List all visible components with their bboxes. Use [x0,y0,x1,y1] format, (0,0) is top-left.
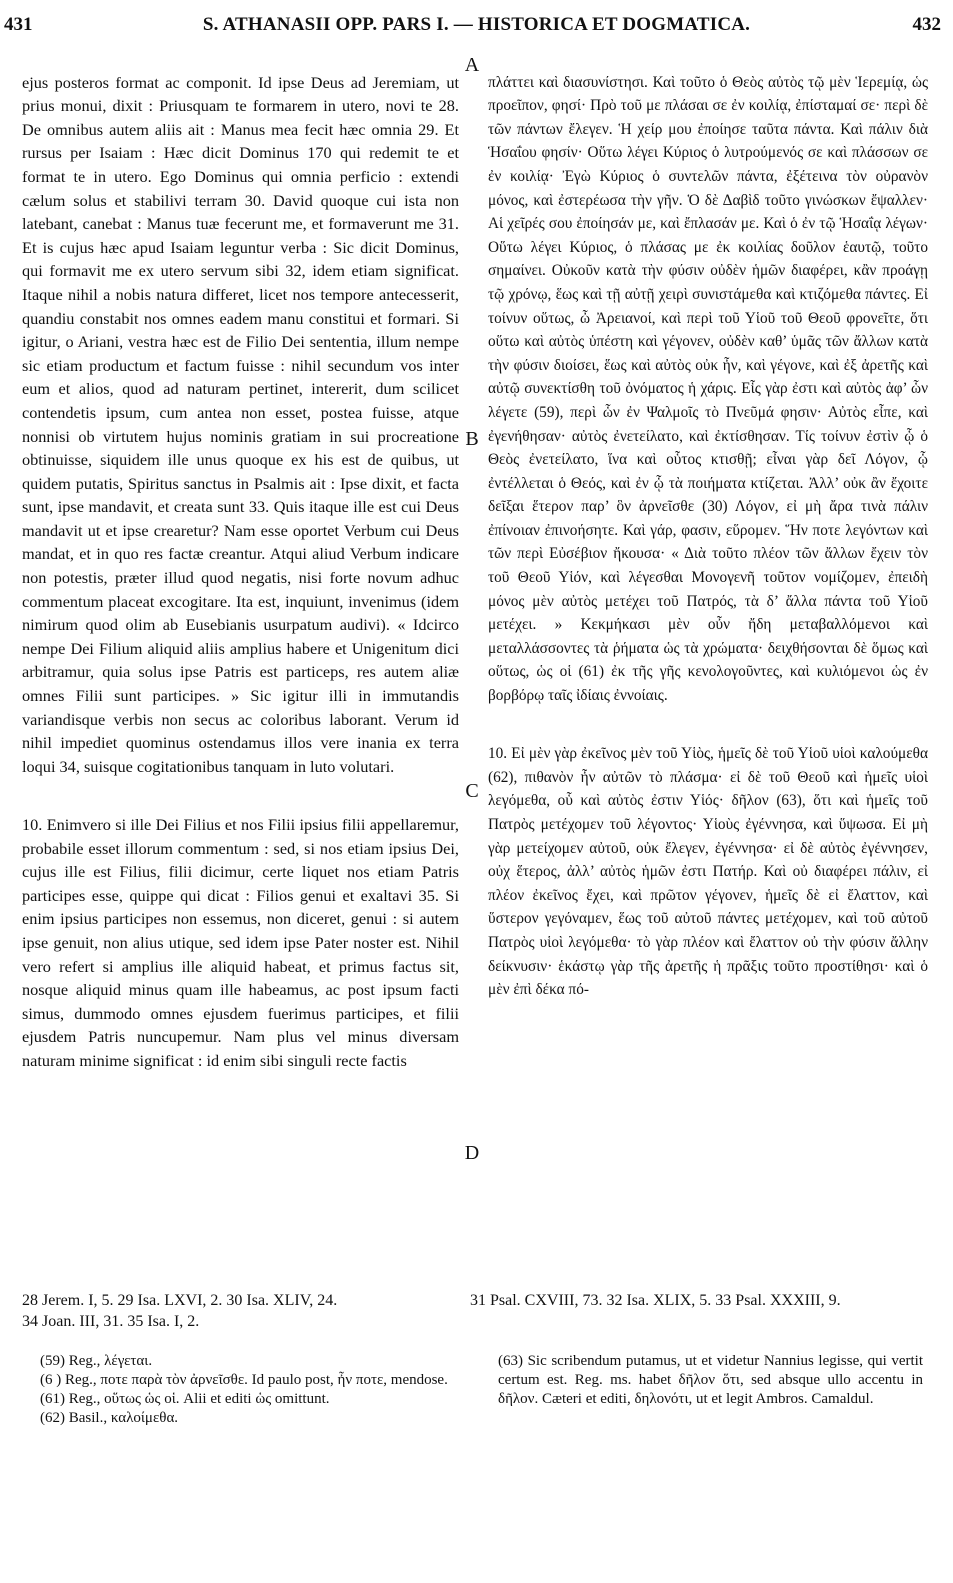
greek-column [488,47,928,1290]
margin-letter-d: D [464,1142,480,1164]
margin-letter-a: A [464,54,480,76]
margin-letter-c: C [465,780,479,802]
greek-paragraph-1: πλάττει καὶ διασυνίστησι. Καὶ τοῦτο ὁ Θεὸς αὐτὸς τῷ μὲν Ἱερεμίᾳ, ὡς προεῖπον, φησί· Πρὸ τοῦ με πλάσαι σε ἐν κοιλίᾳ, ἐπίσταμαί σε· περὶ δὲ τῶν πάντων ἔλεγεν. Ἡ χείρ μου ἐποίησε ταῦτα πάντα. Καὶ πάλιν διὰ Ἡσαΐου φησίν· Οὕτω λέγει Κύριος ὁ λυτρούμενός σε καὶ πλάσσων σε ἐν κοιλίᾳ· Ἐγὼ Κύριος ὁ συντελῶν πάντα, ἐξέτεινα τὸν οὐρανὸν μόνος, καὶ ἐστερέωσα τὴν γῆν. Ὁ δὲ Δαβὶδ τοῦτο γινώσκων ἔψαλλεν· Αἱ χεῖρές σου ἐποίησάν με, καὶ ἔπλασάν με. Καὶ ὁ ἐν τῷ Ἡσαΐᾳ λέγων· Οὕτω λέγει Κύριος, ὁ πλάσας με ἐκ κοιλίας δοῦλον ἑαυτῷ, τοῦτο σημαίνει. Οὐκοῦν κατὰ τὴν φύσιν οὐδὲν ἡμῶν διαφέρει, κἂν προάγῃ τῷ χρόνῳ, ἕως καὶ τῇ αὐτῇ χειρὶ συνιστάμεθα καὶ κτιζόμεθα πάντες. Εἰ τοίνυν οὕτως, ὦ Ἀρειανοί, καὶ περὶ τοῦ Υἱοῦ τοῦ Θεοῦ φρονεῖτε, ὅτι οὕτω καὶ αὐτὸς ὑπέστη καὶ γέγονεν, οὐδὲν καθ’ ὑμᾶς τῶν ἄλλων κατὰ τὴν φύσιν διοίσει, ἕως καὶ αὐτὸς οὐκ ἦν, καὶ γέγονε, καὶ ἐξ ἀρετῆς καὶ αὐτῷ συνεκτίσθη τοῦ ὀνόματος ἡ χάρις. Εἷς γὰρ ἐστι καὶ αὐτὸς ἀφ’ ὧν λέγετε (59), περὶ ὧν ἐν Ψαλμοῖς τὸ Πνεῦμά φησιν· Αὐτὸς εἶπε, καὶ ἐγενήθησαν· αὐτὸς ἐνετείλατο, καὶ ἐκτίσθησαν. Τίς τοίνυν ἐστὶν ᾧ ὁ Θεὸς ἐνετείλατο, ἵνα καὶ οὗτος κτισθῇ; εἶναι γὰρ δεῖ Λόγον, ᾧ ἐντέλλεται ὁ Θεός, καὶ ἐν ᾧ τὰ ποιήματα κτίζεται. Ἀλλ’ οὐκ ἂν ἔχοιτε δεῖξαι ἕτερον παρ’ ὃν ἀρνεῖσθε (30) Λόγον, εἰ μὴ ἄρα τινὰ πάλιν ἐπίνοιαν ἐπινοήσητε. Καὶ γάρ, φασιν, εὕρομεν. Ἥν ποτε λεγόντων καὶ τῶν περὶ Εὐσέβιον ἤκουσα· « Διὰ τοῦτο πλέον τῶν ἄλλων ἔχειν τὸν τοῦ Θεοῦ Υἱόν, καὶ λέγεσθαι Μονογενῆ τοῦτον νομίζομεν, ἐπειδὴ μόνος μὲν αὐτὸς μετέχει τοῦ Πατρός, τὰ δ’ ἄλλα πάντα τοῦ Υἱοῦ μετέχει. » Κεκμήκασι μὲν οὖν ἤδη μεταβαλλόμενοι καὶ μεταλλάσσοντες τὰ ῥήματα ὡς τὰ χρώματα· δειχθήσονται δὲ ὅμως καὶ οὕτως, ὡς οἱ (61) ἐκ τῆς γῆς κενολογοῦντες, καὶ κυλιόμενοι ὡς ἐν βορβόρῳ ταῖς ἰδίαις ἐννοίαις. [488,73,928,705]
page-number-left: 431 [4,14,33,35]
margin-letter-b: B [465,428,479,450]
page-header [0,14,953,44]
latin-scripture-refs: 28 Jerem. I, 5. 29 Isa. LXVI, 2. 30 Isa. XLIV, 24. 34 Joan. III, 31. 35 Isa. I, 2. [22,1292,338,1330]
critical-notes-left: (59) Reg., λέγεται. (6 ) Reg., ποτε παρὰ τὸν ἀρνεῖσθε. Id paulo post, ἦν ποτε, mendose. (61) Reg., οὕτως ὡς οἱ. Alii et editi ὡς omittunt. (62) Basil., καλοίμεθα. [40,1353,448,1426]
latin-paragraph-2: 10. Enimvero si ille Dei Filius et nos Filii ipsius filii appellaremur, probabile esset illorum commentum : sed, si nos etiam ipsius Dei, cujus ille est Filius, filii dicimur, certe liquet nos etiam Patris participes esse, quippe qui dicat : Filios genui et exaltavi 35. Si enim ipsius participes non essemus, non diceret, genui : si autem ipse genuit, non alius utique, sed idem ipse Pater noster est. Nihil vero refert si amplius ille aliquid habeat, et primus factus sit, nosque aliquid minus quam ille habeamus, ac post ipsum facti simus, dummodo omnes ejusdem fuerimus participes, et filii ejusdem Patris nuncupemur. Nam plus vel minus diversam naturam minime significat : id enim sibi singuli recte factis [22,815,459,1070]
greek-scripture-refs: 31 Psal. CXVIII, 73. 32 Isa. XLIX, 5. 33 Psal. XXXIII, 9. [470,1292,841,1309]
greek-paragraph-2: 10. Εἰ μὲν γὰρ ἐκεῖνος μὲν τοῦ Υἱὸς, ἡμεῖς δὲ τοῦ Υἱοῦ υἱοὶ καλούμεθα (62), πιθανὸν ἦν αὐτῶν τὸ πλάσμα· εἰ δὲ τοῦ Θεοῦ καὶ ἡμεῖς υἱοὶ λεγόμεθα, οὗ καὶ αὐτὸς ἐστιν Υἱός· δῆλον (63), ὅτι καὶ ἡμεῖς τοῦ Πατρὸς μετέχομεν τοῦ λέγοντος· Υἱοὺς ἐγέννησα, καὶ ὕψωσα. Εἰ μὴ γὰρ μετείχομεν αὐτοῦ, οὐκ ἔλεγεν, ἐγέννησα· εἰ δὲ αὐτὸς ἐγέννησεν, οὐχ ἕτερος, ἀλλ’ αὐτὸς ἡμῶν ἐστι Πατήρ. Καὶ οὐ διαφέρει πάλιν, εἰ πλέον ἐκεῖνος ἔχει, καὶ πρῶτον γέγονεν, ἡμεῖς δὲ εἰ ἔλαττον, καὶ ὕστερον γεγόναμεν, ἕως τοῦ αὐτοῦ πάντες μετέχομεν, καὶ τοῦ αὐτοῦ Πατρὸς υἱοὶ λεγόμεθα· τὸ γὰρ πλέον καὶ ἔλαττον οὐ τὴν φύσιν ἄλλην δείκνυσιν· ἑκάστῳ γὰρ τῆς ἀρετῆς ἡ πρᾶξις τοῦτο προστίθησι· καὶ ὁ μὲν ἐπὶ δέκα πό- [488,745,928,999]
latin-column [22,47,459,1290]
running-title: S. ATHANASII OPP. PARS I. — HISTORICA ET DOGMATICA. [202,14,751,35]
latin-paragraph-1: ejus posteros format ac componit. Id ipse Deus ad Jeremiam, ut prius monui, dixit : Priusquam te formarem in utero, novi te 28. De omnibus autem aliis ait : Manus mea fecit hæc omnia 29. Et rursus per Isaiam : Hæc dicit Dominus 170 qui redemit te et format te in utero. Ego Dominus qui omnia perficio : extendi cælum solus et stabilivi terram 30. David quoque cui ista non latebant, canebat : Manus tuæ fecerunt me, et formaverunt me 31. Et is cujus hæc apud Isaiam leguntur verba : Sic dicit Dominus, qui formavit me ex utero servum sibi 32, idem etiam significat. Itaque nihil a nobis natura differet, licet nos tempore antecesserit, quandiu constabit nos omnes eadem manu constitui et formari. Si igitur, o Ariani, vestra hæc est de Filio Dei sententia, illum nempe sic etiam productum et factum fuisse : nihil secundum vos inter eum et alios, quod ad naturam pertinet, intererit, dum scilicet contendetis ipsum, cum antea non esset, postea fuisse, atque nonnisi ob virtutem hujus nominis gratiam in sui procreatione obtinuisse, siquidem ille unus quoque ex his est de quibus, ut quidem putatis, Spiritus sanctus in Psalmis ait : Ipse dixit, et facta sunt, ipse mandavit, et creata sunt 33. Quis itaque ille est cui Deus mandavit ut et ipse crearetur? Nam esse oportet Verbum cui Deus mandat, et in quo res factæ creantur. Atqui aliud Verbum indicare non potestis, præter illud quod negatis, nisi forte novum adhuc commentum placeat excogitare. Ita est, inquiunt, invenimus (idem nimirum quod olim ab Eusebianis usurpatum audivi). « Idcirco nempe Dei Filium aliquid aliis amplius habere et Unigenitum dici arbitramur, quia solus ipse Patris est particeps, res autem aliæ omnes Filii sunt participes. » Sic igitur illi in immutandis variandisque verbis non secus ac coloribus laborant. Verum id nihil impediet quominus ostendamus illos vere inania ex terra loqui 34, suisque cogitationibus tanquam in luto volutari. [22,72,459,776]
page-number-right: 432 [912,14,941,35]
critical-notes-right: (63) Sic scribendum putamus, ut et videtur Nannius legisse, qui vertit certum est. Reg. ms. habet δῆλον ὅτι, sed absque ullo accentu in δῆλον. Cæteri et editi, δηλονότι, ut et legit Ambros. Camaldul. [498,1353,923,1407]
